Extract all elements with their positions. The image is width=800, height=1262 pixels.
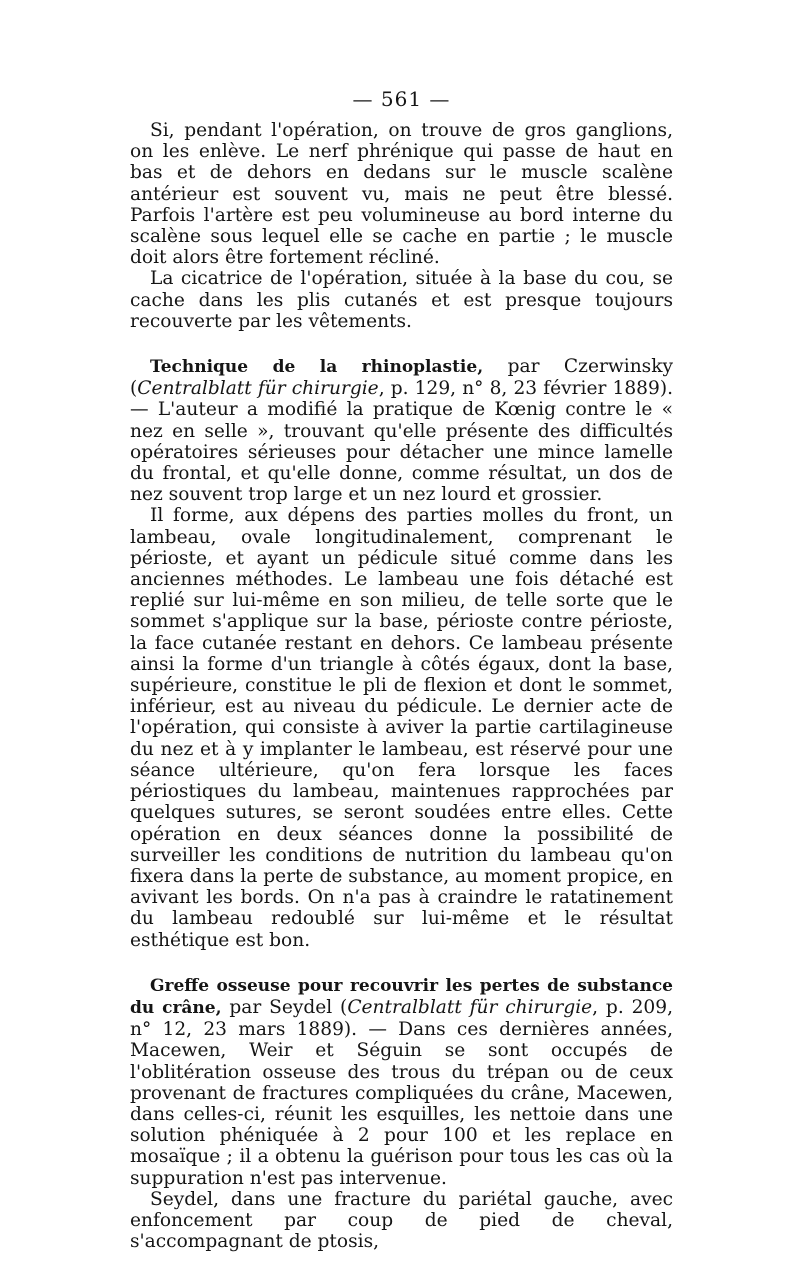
journal-title: Centralblatt für chirurgie [347, 996, 593, 1018]
journal-title: Centralblatt für chirurgie [137, 378, 379, 400]
article-greffe-osseuse [130, 975, 673, 1189]
article-text-greffe: , p. 209, n° 12, 23 mars 1889). — Dans ces dernières années, Macewen, Weir et Séguin se sont occupés de l'oblitération osseuse des trous du trépan ou de ceux provenant de fractures compliquées du crâne, Macewen, dans celles-ci, réunit les esquilles, les nettoie dans une solution phéniquée à 2 pour 100 et les replace en mosaïque ; il a obtenu la guérison pour tous les cas où la suppuration n'est pas intervenue. [130, 996, 673, 1189]
paragraph-lambeau: Il forme, aux dépens des parties molles du front, un lambeau, ovale longitudinalement, comprenant le périoste, et ayant un pédicule situé comme dans les anciennes méthodes. Le lambeau une fois détaché est replié sur lui-même en son milieu, de telle sorte que le sommet s'applique sur la base, périoste contre périoste, la face cutanée restant en dehors. Ce lambeau présente ainsi la forme d'un triangle à côtés égaux, dont la base, supérieure, constitue le pli de flexion et dont le sommet, inférieur, est au niveau du pédicule. Le dernier acte de l'opération, qui consiste à aviver la partie cartilagineuse du nez et à y implanter le lambeau, est réservé pour une séance ultérieure, qu'on fera lorsque les faces périostiques du lambeau, maintenues rapprochées par quelques sutures, se seront soudées entre elles. Cette opération en deux séances donne la possibilité de surveiller les conditions de nutrition du lambeau qu'on fixera dans la perte de substance, au moment propice, en avivant les bords. On n'a pas à craindre le ratatinement du lambeau redoublé sur lui-même et le résultat esthétique est bon. [130, 505, 673, 951]
page-number: — 561 — [352, 87, 451, 111]
article-rhinoplastie [130, 356, 673, 505]
page-content [130, 88, 673, 1252]
paragraph-cicatrice: La cicatrice de l'opération, située à la base du cou, se cache dans les plis cutanés et est presque toujours recouverte par les vêtements. [130, 268, 673, 332]
byline-seydel: par Seydel ( [221, 996, 348, 1018]
paragraph-ganglions: Si, pendant l'opération, on trouve de gros ganglions, on les enlève. Le nerf phrénique qui passe de haut en bas et de dehors en dedans sur le muscle scalène antérieur est souvent vu, mais ne peut être blessé. Parfois l'artère est peu volumineuse au bord interne du scalène sous lequel elle se cache en partie ; le muscle doit alors être fortement récliné. [130, 120, 673, 269]
article-heading-greffe: Greffe osseuse pour recouvrir les pertes de substance du crâne, [130, 975, 673, 1018]
article-text-rhinoplastie: , p. 129, n° 8, 23 février 1889). — L'auteur a modifié la pratique de Kœnig contre le « nez en selle », trouvant qu'elle présente des difficultés opératoires sérieuses pour détacher une mince lamelle du frontal, et qu'elle donne, comme résultat, un dos de nez souvent trop large et un nez lourd et grossier. [130, 378, 673, 506]
article-heading-rhinoplastie: Technique de la rhinoplastie, [150, 357, 484, 378]
byline-czerwinsky: par Czerwinsky ( [130, 356, 673, 400]
paragraph-seydel: Seydel, dans une fracture du pariétal gauche, avec enfoncement par coup de pied de cheval, s'accompagnant de ptosis, [130, 1188, 673, 1253]
